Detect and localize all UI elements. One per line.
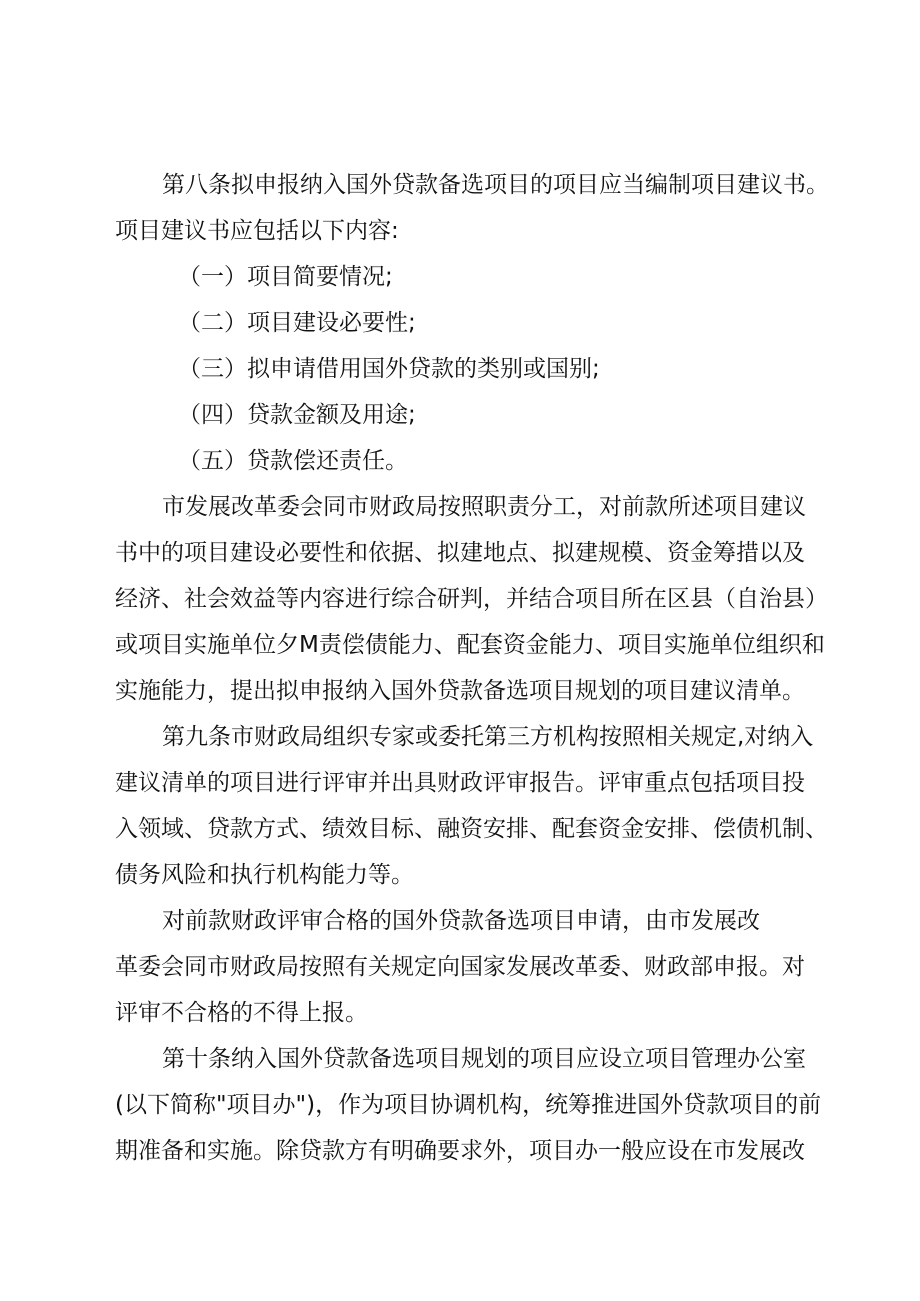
list-item: （四）贷款金额及用途;: [178, 402, 416, 428]
text-line: 经济、社会效益等内容进行综合研判，并结合项目所在区县（自治县）: [115, 586, 828, 612]
list-item: （三）拟申请借用国外贷款的类别或国别;: [178, 356, 600, 382]
text-line: 评审不合格的不得上报。: [115, 1000, 368, 1026]
text-line: 建议清单的项目进行评审并出具财政评审报告。评审重点包括项目投: [115, 770, 805, 796]
text-line: 项目建议书应包括以下内容:: [115, 218, 399, 244]
text-line: 期准备和实施。除贷款方有明确要求外，项目办一般应设在市发展改: [115, 1138, 805, 1164]
text-line: 书中的项目建设必要性和依据、拟建地点、拟建规模、资金筹措以及: [115, 540, 805, 566]
list-item: （二）项目建设必要性;: [178, 310, 416, 336]
text-line: 市发展改革委会同市财政局按照职责分工，对前款所述项目建议: [162, 494, 806, 520]
text-line: 或项目实施单位夕M责偿债能力、配套资金能力、项目实施单位组织和: [115, 632, 825, 658]
text-line: 革委会同市财政局按照有关规定向国家发展改革委、财政部申报。对: [115, 954, 805, 980]
text-line: 债务风险和执行机构能力等。: [115, 862, 414, 888]
text-line: 对前款财政评审合格的国外贷款备选项目申请，由市发展改: [162, 908, 760, 934]
text-line: 第十条纳入国外贷款备选项目规划的项目应设立项目管理办公室: [162, 1046, 806, 1072]
text-line: 第九条市财政局组织专家或委托第三方机构按照相关规定,对纳入: [162, 724, 814, 750]
text-line: 实施能力，提出拟申报纳入国外贷款备选项目规划的项目建议清单。: [115, 678, 805, 704]
list-item: （五）贷款偿还责任。: [178, 448, 408, 474]
list-item: （一）项目简要情况;: [178, 264, 393, 290]
text-line: 第八条拟申报纳入国外贷款备选项目的项目应当编制项目建议书。: [162, 172, 829, 198]
text-line: 入领域、贷款方式、绩效目标、融资安排、配套资金安排、偿债机制、: [115, 816, 828, 842]
text-line: (以下简称"项目办")，作为项目协调机构，统筹推进国外贷款项目的前: [115, 1092, 822, 1118]
